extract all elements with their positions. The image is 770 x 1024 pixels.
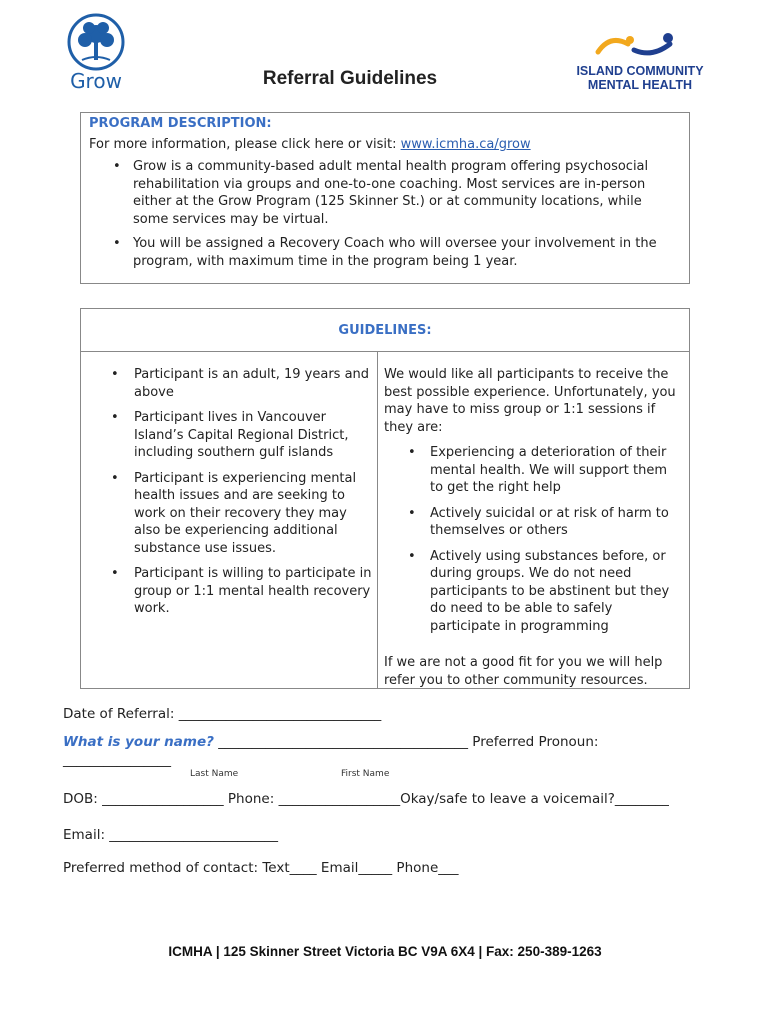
attendance-item: • Actively using substances before, or during groups. We do not need participants to be abstinent but they do need to be able to safely participate in programming xyxy=(382,548,684,636)
icmha-line2: MENTAL HEALTH xyxy=(587,78,693,92)
last-name-caption: Last Name xyxy=(190,769,239,779)
attendance-item: • Actively suicidal or at risk of harm to themselves or others xyxy=(382,505,684,540)
info-line xyxy=(89,137,681,152)
eligibility-item: • Participant is willing to participate in group or 1:1 mental health recovery work. xyxy=(81,565,377,618)
date-of-referral-field[interactable]: Date of Referral: ______________________________ xyxy=(63,706,382,722)
footer-address: ICMHA | 125 Skinner Street Victoria BC V9A 6X4 | Fax: 250-389-1263 xyxy=(168,944,602,959)
icmha-line1: ISLAND COMMUNITY xyxy=(576,64,704,78)
page-title: Referral Guidelines xyxy=(262,68,438,89)
program-description-box xyxy=(80,112,690,284)
program-bullet: • You will be assigned a Recovery Coach who will oversee your involvement in the program, with maximum time in the program being 1 year. xyxy=(89,235,681,270)
guidelines-heading: GUIDELINES: xyxy=(338,323,432,338)
program-bullets xyxy=(89,158,681,270)
eligibility-item: • Participant lives in Vancouver Island’s Capital Regional District, including southern gulf islands xyxy=(81,409,377,462)
svg-text:Grow: Grow xyxy=(70,69,122,92)
dob-phone-voicemail-field[interactable]: DOB: __________________ Phone: __________________Okay/safe to leave a voicemail?________ xyxy=(63,791,669,807)
eligibility-item: • Participant is an adult, 19 years and above xyxy=(81,366,377,401)
email-field[interactable]: Email: _________________________ xyxy=(63,827,279,843)
grow-logo xyxy=(60,12,132,92)
program-bullet: • Grow is a community-based adult mental health program offering psychosocial rehabilitation via groups and one-to-one coaching. Most services are in-person either at the Grow Program (125 Skinner St.) or at community locations, while some services may be virtual. xyxy=(89,158,681,228)
info-prefix: For more information, please click here or visit: xyxy=(89,137,401,152)
name-field[interactable] xyxy=(63,734,598,750)
guidelines-box xyxy=(80,308,690,689)
first-name-caption: First Name xyxy=(341,769,390,779)
program-link[interactable]: www.icmha.ca/grow xyxy=(400,137,531,152)
eligibility-column xyxy=(81,352,378,689)
program-heading: PROGRAM DESCRIPTION: xyxy=(89,116,272,131)
icmha-logo xyxy=(570,30,710,100)
pronoun-field[interactable]: ________________ xyxy=(63,752,171,768)
attendance-intro: We would like all participants to receive the best possible experience. Unfortunately, you may have to miss group or 1:1 sessions if they are: xyxy=(384,367,676,435)
eligibility-item: • Participant is experiencing mental health issues and are seeking to work on their recovery they may also be experiencing additional substance use issues. xyxy=(81,470,377,558)
name-question: What is your name? xyxy=(63,734,214,750)
name-blank: _____________________________________ Preferred Pronoun: xyxy=(213,734,599,750)
attendance-outro: If we are not a good fit for you we will help refer you to other community resources. xyxy=(384,655,663,688)
contact-method-field[interactable]: Preferred method of contact: Text____ Email_____ Phone___ xyxy=(63,860,459,876)
attendance-item: • Experiencing a deterioration of their mental health. We will support them to get the right help xyxy=(382,444,684,497)
attendance-column xyxy=(378,352,690,689)
